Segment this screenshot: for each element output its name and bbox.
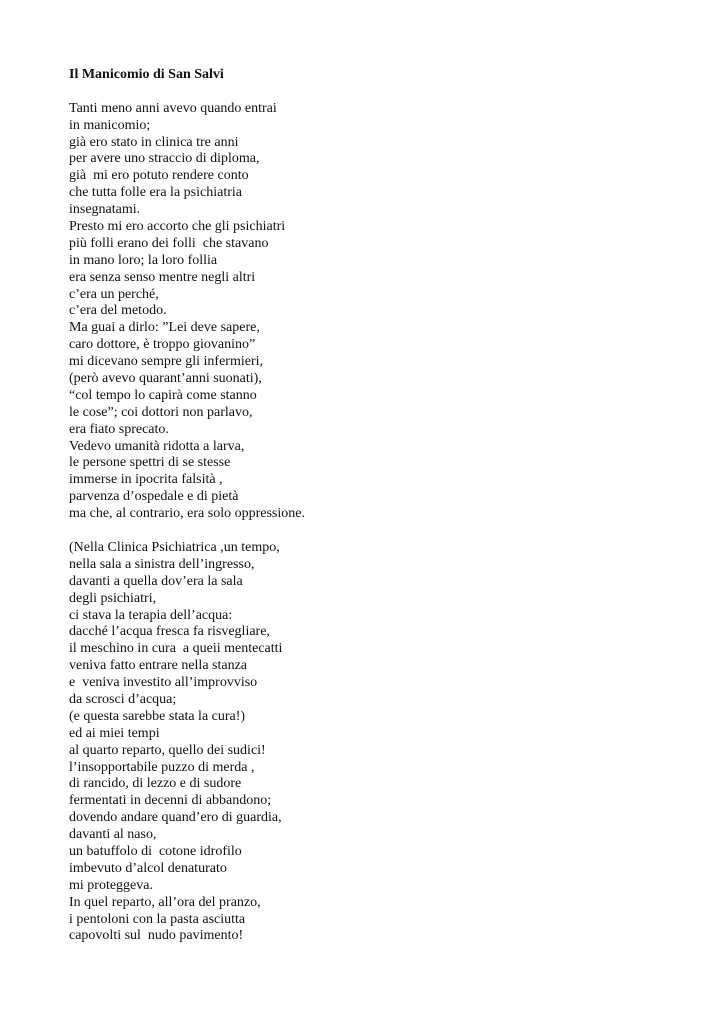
poem-line: Tanti meno anni avevo quando entrai [69, 100, 277, 116]
poem-line: fermentati in decenni di abbandono; [69, 793, 272, 809]
poem-line: ci stava la terapia dell’acqua: [69, 607, 233, 623]
poem-line: era fiato sprecato. [69, 421, 169, 437]
poem-line: “col tempo lo capirà come stanno [69, 387, 257, 403]
poem-line: (Nella Clinica Psichiatrica ,un tempo, [69, 539, 280, 555]
poem-line: c’era del metodo. [69, 303, 167, 319]
poem-line: parvenza d’ospedale e di pietà [69, 489, 239, 505]
poem-line: al quarto reparto, quello dei sudici! [69, 742, 266, 758]
poem-line: immerse in ipocrita falsità , [69, 472, 223, 488]
poem-line: già ero stato in clinica tre anni [69, 134, 239, 150]
poem-line: in manicomio; [69, 117, 151, 133]
poem-line: l’insopportabile puzzo di merda , [69, 759, 255, 775]
poem-line: Ma guai a dirlo: ”Lei deve sapere, [69, 320, 260, 336]
poem-line: ma che, al contrario, era solo oppressione. [69, 506, 305, 522]
poem-line: Presto mi ero accorto che gli psichiatri [69, 219, 286, 235]
poem-line: mi proteggeva. [69, 877, 153, 893]
poem-line: insegnatami. [69, 202, 141, 218]
poem-line: capovolti sul nudo pavimento! [69, 928, 244, 944]
poem-line: ed ai miei tempi [69, 725, 160, 741]
stanza-1 [69, 101, 689, 523]
poem-line: davanti al naso, [69, 827, 157, 843]
poem-line: in mano loro; la loro follia [69, 252, 218, 268]
poem-text [69, 67, 689, 945]
poem-line: c’era un perché, [69, 286, 159, 302]
poem-line: mi dicevano sempre gli infermieri, [69, 354, 263, 370]
poem-line: Vedevo umanità ridotta a larva, [69, 438, 245, 454]
poem-line: più folli erano dei folli che stavano [69, 235, 269, 251]
poem-line: nella sala a sinistra dell’ingresso, [69, 556, 255, 572]
poem-line: degli psichiatri, [69, 590, 157, 606]
poem-line: era senza senso mentre negli altri [69, 269, 256, 285]
poem-line: dovendo andare quand’ero di guardia, [69, 810, 282, 826]
poem-line: per avere uno straccio di diploma, [69, 151, 260, 167]
poem-line: (e questa sarebbe stata la cura!) [69, 708, 246, 724]
poem-line: In quel reparto, all’ora del pranzo, [69, 894, 261, 910]
poem-line: veniva fatto entrare nella stanza [69, 658, 248, 674]
poem-line: che tutta folle era la psichiatria [69, 185, 242, 201]
poem-line: (però avevo quarant’anni suonati), [69, 371, 262, 387]
poem-line: le persone spettri di se stesse [69, 455, 231, 471]
poem-line: dacché l’acqua fresca fa risvegliare, [69, 624, 270, 640]
stanza-2 [69, 540, 689, 945]
poem-line: le cose”; coi dottori non parlavo, [69, 404, 253, 420]
poem-line: un batuffolo di cotone idrofilo [69, 843, 242, 859]
poem-line: i pentoloni con la pasta asciutta [69, 911, 246, 927]
poem-line: imbevuto d’alcol denaturato [69, 860, 227, 876]
poem-line: davanti a quella dov’era la sala [69, 573, 243, 589]
poem-line: di rancido, di lezzo e di sudore [69, 776, 242, 792]
poem-line: caro dottore, è troppo giovanino” [69, 337, 256, 353]
poem-line: il meschino in cura a queii mentecatti [69, 641, 283, 657]
poem-line: da scrosci d’acqua; [69, 691, 177, 707]
poem-line: già mi ero potuto rendere conto [69, 168, 249, 184]
poem-title: Il Manicomio di San Salvi [69, 67, 224, 82]
blank-line [69, 84, 689, 101]
poem-line: e veniva investito all’improvviso [69, 675, 258, 691]
blank-line [69, 523, 689, 540]
